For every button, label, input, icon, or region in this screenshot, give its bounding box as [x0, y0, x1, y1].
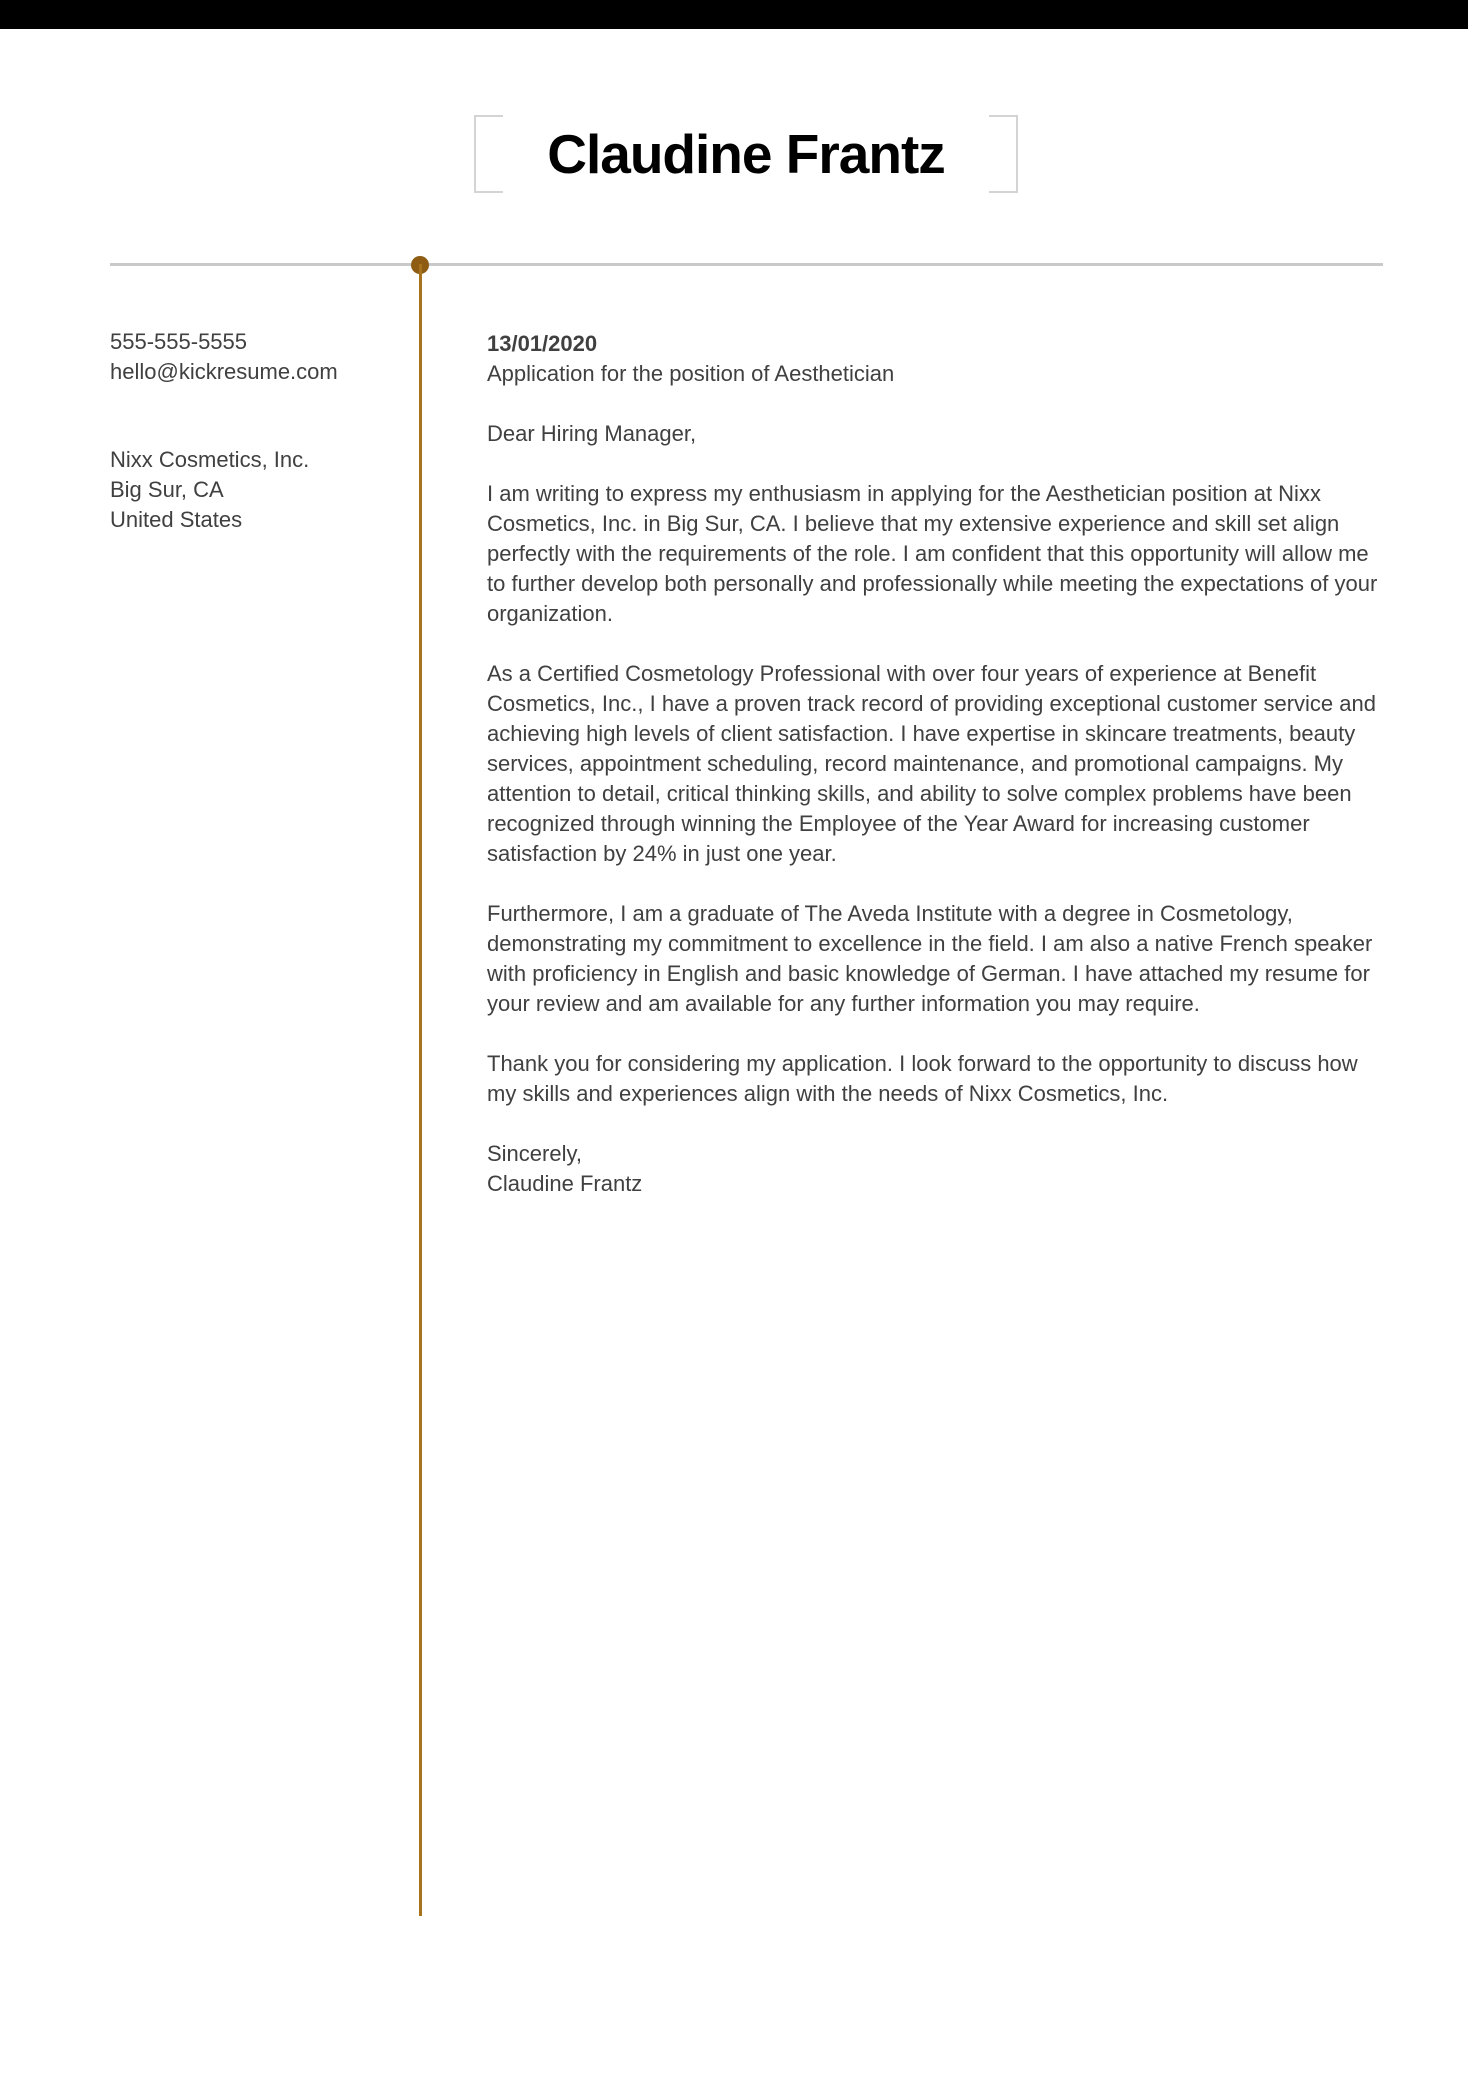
top-black-bar — [0, 0, 1468, 29]
phone-number: 555-555-5555 — [110, 329, 248, 354]
paragraph-1: I am writing to express my enthusiasm in applying for the Aesthetician position at Nixx Cosmetics, Inc. in Big Sur, CA. I believe that my extensive experience and skill set align perfectly with the requirements of the role. I am confident that this opportunity will allow me to further develop both personally and professionally while meeting the expectations of your organization. — [487, 481, 1378, 626]
vertical-divider — [419, 264, 422, 1916]
paragraph-4: Thank you for considering my application. I look forward to the opportunity to discuss how my skills and experiences align with the needs of Nixx Cosmetics, Inc. — [487, 1051, 1358, 1106]
letter-date: 13/01/2020 — [487, 331, 598, 356]
right-bracket-decoration-icon — [989, 115, 1018, 193]
left-bracket-decoration-icon — [474, 115, 503, 193]
closing: Sincerely, — [487, 1141, 582, 1166]
signature: Claudine Frantz — [487, 1171, 643, 1196]
email-address: hello@kickresume.com — [110, 359, 338, 384]
company-city: Big Sur, CA — [110, 477, 224, 502]
contact-sidebar — [110, 327, 390, 535]
paragraph-2: As a Certified Cosmetology Professional with over four years of experience at Benefit Cosmetics, Inc., I have a proven track record of providing exceptional customer service and achieving high levels of client satisfaction. I have expertise in skincare treatments, beauty services, appointment scheduling, record maintenance, and promotional campaigns. My attention to detail, critical thinking skills, and ability to solve complex problems have been recognized through winning the Employee of the Year Award for increasing customer satisfaction by 24% in just one year. — [487, 661, 1376, 866]
letter-header — [12, 110, 1468, 198]
page-title: Claudine Frantz — [547, 123, 945, 185]
company-country: United States — [110, 507, 243, 532]
paragraph-3: Furthermore, I am a graduate of The Aveda Institute with a degree in Cosmetology, demonstrating my commitment to excellence in the field. I am also a native French speaker with proficiency in English and basic knowledge of German. I have attached my resume for your review and am available for any further information you may require. — [487, 901, 1373, 1016]
contact-group — [110, 327, 390, 387]
letter-body — [487, 329, 1392, 1199]
horizontal-divider — [110, 263, 1383, 266]
company-address-group — [110, 445, 390, 535]
letter-subject: Application for the position of Aesthetician — [487, 361, 895, 386]
company-name: Nixx Cosmetics, Inc. — [110, 447, 310, 472]
salutation: Dear Hiring Manager, — [487, 421, 697, 446]
